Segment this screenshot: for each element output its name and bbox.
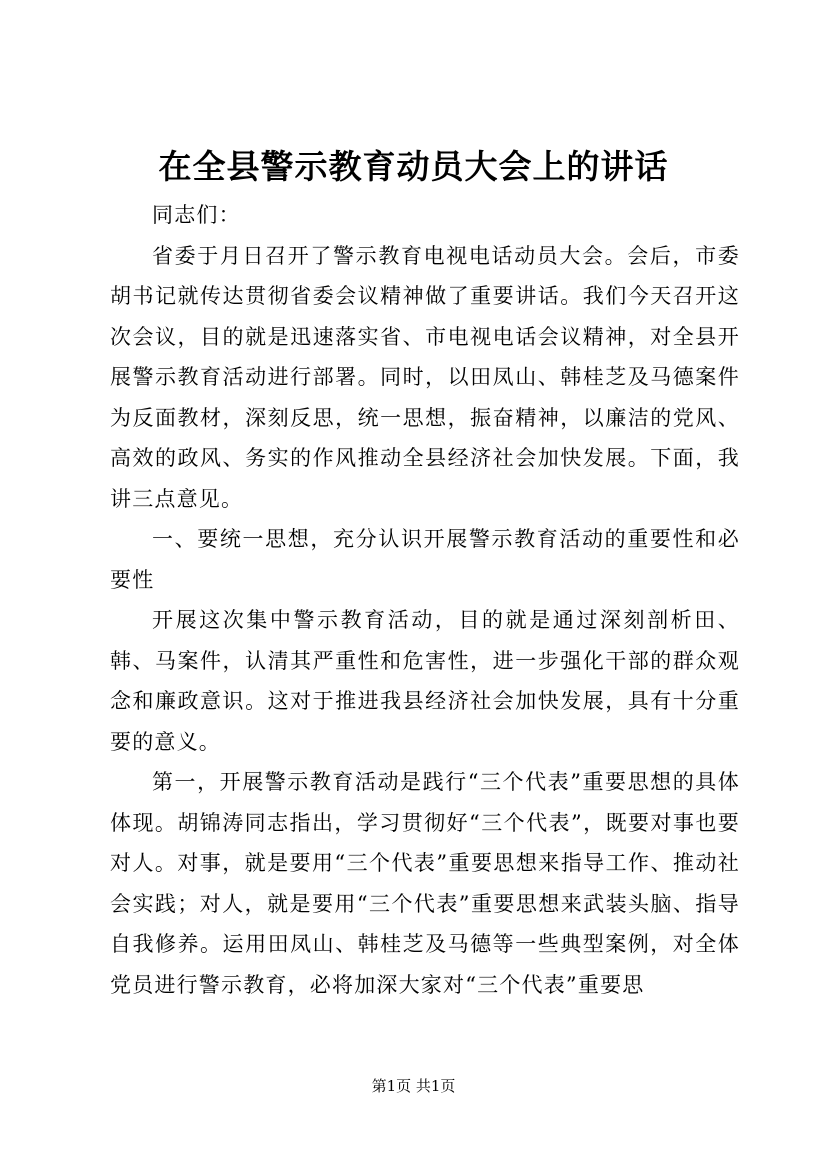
page-number-footer: 第1页 共1页: [371, 1077, 456, 1095]
section-heading-paragraph: 一、要统一思想，充分认识开展警示教育活动的重要性和必要性: [110, 527, 740, 592]
salutation-paragraph: 同志们：: [152, 203, 241, 227]
body-paragraph: 第一，开展警示教育活动是践行“三个代表”重要思想的具体体现。胡锦涛同志指出，学习贯彻好“三个代表”，既要对事也要对人。对事，就是要用“三个代表”重要思想来指导工作、推动社会实践；对人，就是要用“三个代表”重要思想来武装头脑、指导自我修养。运用田凤山、韩桂芝及马德等一些典型案例，对全体党员进行警示教育，必将加深大家对“三个代表”重要思: [110, 770, 740, 997]
body-paragraph: 省委于月日召开了警示教育电视电话动员大会。会后，市委胡书记就传达贯彻省委会议精神做了重要讲话。我们今天召开这次会议，目的就是迅速落实省、市电视电话会议精神，对全县开展警示教育活动进行部署。同时，以田凤山、韩桂芝及马德案件为反面教材，深刻反思，统一思想，振奋精神，以廉洁的党风、高效的政风、务实的作风推动全县经济社会加快发展。下面，我讲三点意见。: [110, 243, 740, 511]
document-body: [110, 195, 740, 1005]
document-title: 在全县警示教育动员大会上的讲话: [158, 147, 669, 186]
body-paragraph: 开展这次集中警示教育活动，目的就是通过深刻剖析田、韩、马案件，认清其严重性和危害性，进一步强化干部的群众观念和廉政意识。这对于推进我县经济社会加快发展，具有十分重要的意义。: [110, 608, 740, 754]
